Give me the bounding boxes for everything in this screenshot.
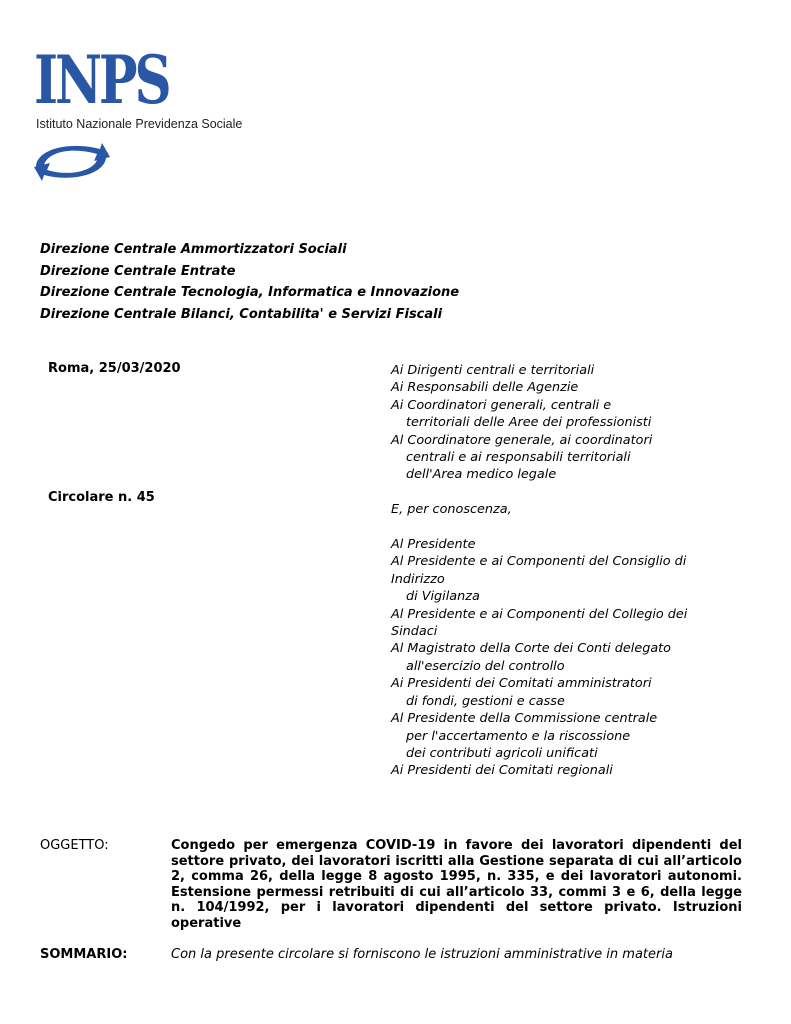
- recipient-line: dell'Area medico legale: [406, 467, 557, 483]
- recipient-line: Al Presidente: [391, 537, 476, 553]
- recipient-line: Ai Presidenti dei Comitati regionali: [391, 763, 613, 779]
- recipients-list: [391, 362, 751, 780]
- per-conoscenza-line: E, per conoscenza,: [391, 502, 512, 518]
- direction-line: Direzione Centrale Tecnologia, Informatica e Innovazione: [40, 285, 460, 300]
- recipient-line: Al Presidente e ai Componenti del Collegio dei: [391, 606, 688, 622]
- circular-number: Circolare n. 45: [48, 490, 155, 505]
- recipient-line: Ai Dirigenti centrali e territoriali: [391, 363, 595, 378]
- recipient-line: Al Presidente e ai Componenti del Consiglio di: [391, 554, 687, 570]
- direction-line: Direzione Centrale Bilanci, Contabilita' e Servizi Fiscali: [40, 306, 443, 322]
- place-date: Roma, 25/03/2020: [48, 361, 181, 376]
- recipient-line: Al Magistrato della Corte dei Conti delegato: [391, 641, 672, 657]
- logo-subtitle: Istituto Nazionale Previdenza Sociale: [36, 117, 243, 131]
- direction-line: Direzione Centrale Ammortizzatori Sociali: [40, 242, 347, 257]
- recipient-line: territoriali delle Aree dei professionisti: [406, 415, 652, 431]
- direction-line: Direzione Centrale Entrate: [40, 263, 236, 279]
- recipient-line: Ai Presidenti dei Comitati amministratori: [391, 676, 652, 692]
- logo-wordmark: INPS: [34, 41, 169, 119]
- recipient-line: dei contributi agricoli unificati: [406, 745, 598, 761]
- recipient-line: di Vigilanza: [406, 589, 480, 605]
- recipient-line: Indirizzo: [391, 571, 445, 587]
- recipient-line: di fondi, gestioni e casse: [406, 693, 565, 709]
- recipient-line: Ai Coordinatori generali, centrali e: [391, 397, 612, 413]
- subject-text: Congedo per emergenza COVID-19 in favore dei lavoratori dipendenti del settore privato, dei lavoratori iscritti alla Gestione separata di cui all’articolo 2, comma 26, della legge 8 agosto 1995, n. 335, e dei lavoratori autonomi. Estensione permessi retribuiti di cui all’articolo 33, commi 3 e 6, della legge n. 104/1992, per i lavoratori dipendenti del settore privato. Istruzioni operative: [171, 838, 742, 931]
- recipient-line: per l'accertamento e la riscossione: [406, 728, 631, 744]
- recipient-line: Sindaci: [391, 624, 438, 640]
- recipient-line: Al Coordinatore generale, ai coordinatori: [391, 432, 653, 448]
- subject-label: OGGETTO:: [40, 838, 109, 853]
- recipient-line: all'esercizio del controllo: [406, 658, 565, 674]
- recipient-line: centrali e ai responsabili territoriali: [406, 450, 631, 466]
- inps-logo: [30, 41, 250, 190]
- recipient-line: Al Presidente della Commissione centrale: [391, 711, 658, 727]
- recipient-line: Ai Responsabili delle Agenzie: [391, 380, 579, 396]
- summary-label: SOMMARIO:: [40, 947, 128, 962]
- directions-list: [40, 239, 459, 325]
- summary-text: Con la presente circolare si forniscono le istruzioni amministrative in materia: [171, 947, 673, 962]
- inps-arrows-icon: [30, 137, 112, 185]
